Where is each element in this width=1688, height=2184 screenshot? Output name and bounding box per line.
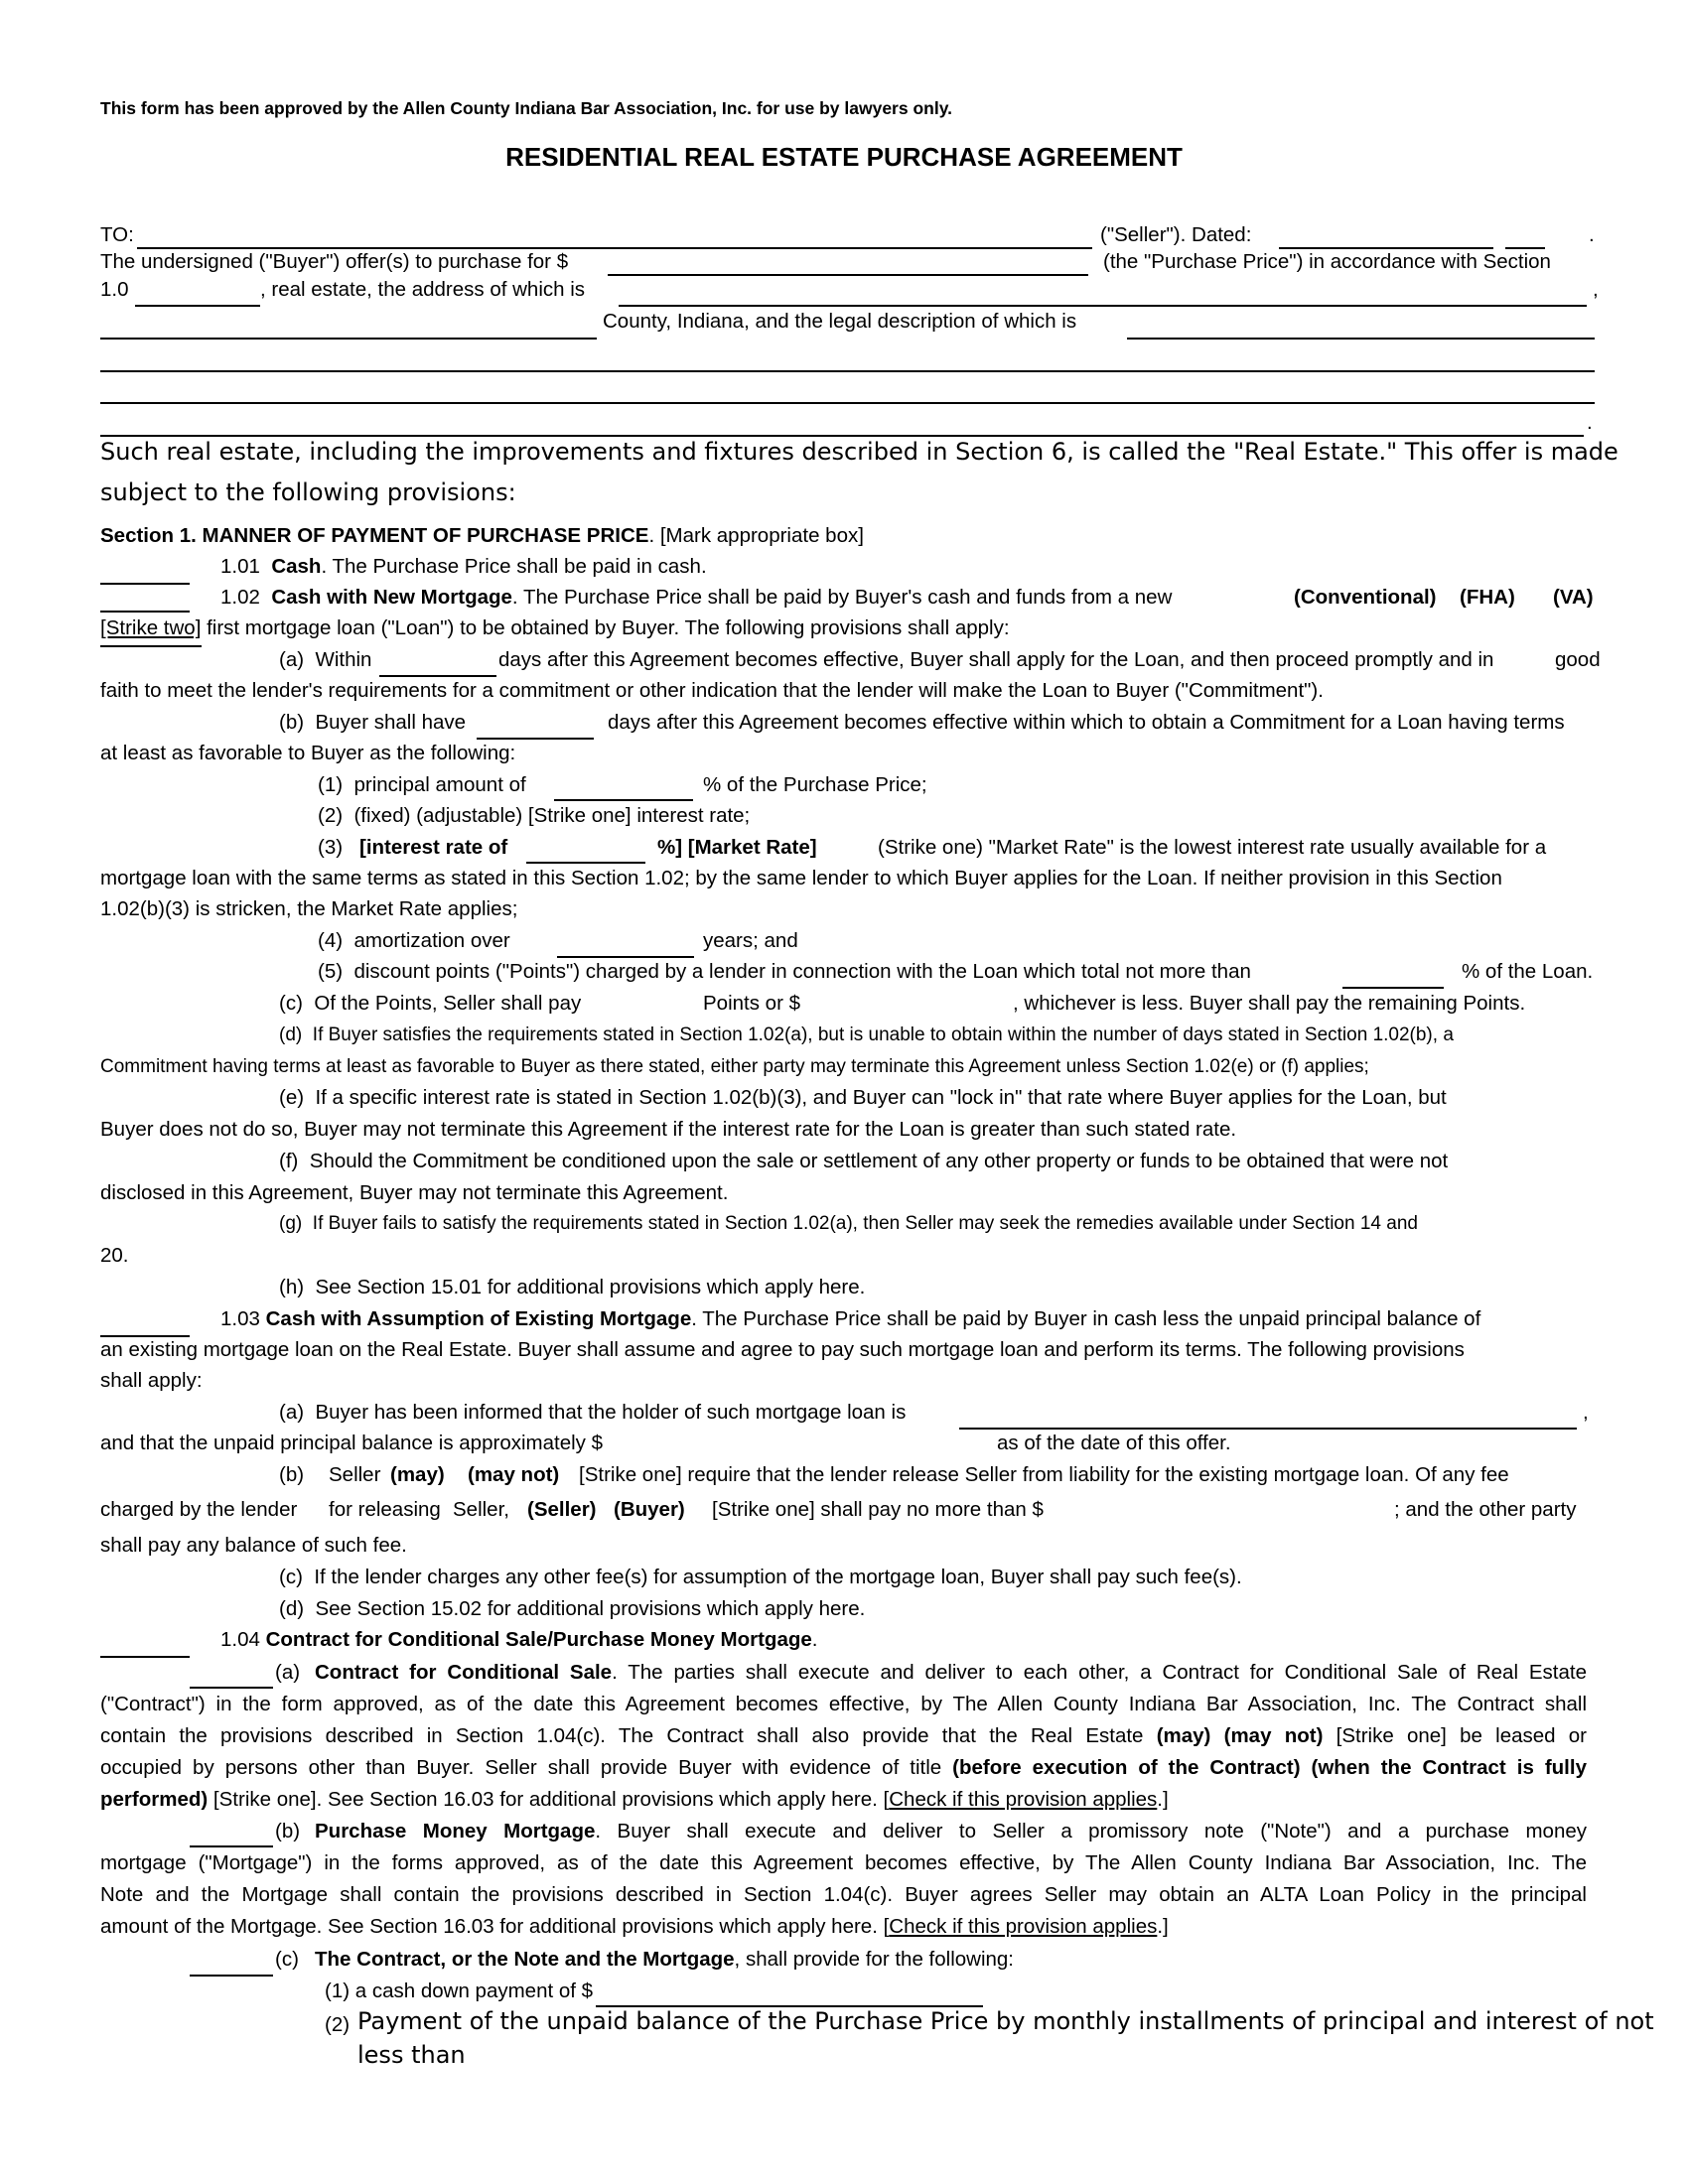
s104a-line3: contain the provisions described in Section 1.04(c). The Contract shall also provide that the Real Estate (may) (may not) [Strike one] be leased or <box>100 1724 1588 1747</box>
c2-num: (2) <box>325 2013 351 2036</box>
legal-period: . <box>1587 411 1593 434</box>
market-rate-label: %] [Market Rate] <box>657 836 817 859</box>
interest-rate-label: [interest rate of <box>359 836 508 859</box>
section1-heading: Section 1. MANNER OF PAYMENT OF PURCHASE PRICE. [Mark appropriate box] <box>100 524 864 547</box>
s102g-line1: (g) If Buyer fails to satisfy the requirements stated in Section 1.02(a), then Seller may seek the remedies available under Section 14 and <box>279 1213 1418 1234</box>
s104b-check-link[interactable]: Check if this provision applies <box>889 1915 1158 1938</box>
county-blank[interactable] <box>100 338 597 340</box>
s102e-line2: Buyer does not do so, Buyer may not terminate this Agreement if the interest rate for the Loan is greater than such stated rate. <box>100 1118 1237 1141</box>
s102b-text1: days after this Agreement becomes effective within which to obtain a Commitment for a Loan having terms <box>608 711 1565 734</box>
s102b5-line: (5) discount points ("Points") charged by a lender in connection with the Loan which total not more than <box>318 960 1251 983</box>
s104b-checkbox-blank[interactable] <box>190 1845 273 1847</box>
s102b1-tail: % of the Purchase Price; <box>703 773 927 796</box>
s104c-line: The Contract, or the Note and the Mortgage, shall provide for the following: <box>315 1948 1015 1971</box>
interest-rate-blank[interactable] <box>526 862 645 864</box>
s102g-line2: 20. <box>100 1244 129 1267</box>
s102-checkbox-blank[interactable] <box>100 611 190 613</box>
s104c-label: (c) <box>275 1948 299 1971</box>
s102b3-label: (3) <box>318 836 344 859</box>
s102b-days-blank[interactable] <box>477 738 594 740</box>
s103d-line: (d) See Section 15.02 for additional provisions which apply here. <box>279 1597 866 1620</box>
option-conventional[interactable]: (Conventional) <box>1294 586 1437 609</box>
s102b4-line: (4) amortization over <box>318 929 510 952</box>
c2-line2: less than <box>357 2041 466 2069</box>
s102e-line1: (e) If a specific interest rate is stated in Section 1.02(b)(3), and Buyer can "lock in" that rate where Buyer applies for the Loan, but <box>279 1086 1447 1109</box>
address-comma: , <box>1593 278 1599 301</box>
purchase-price-ref: (the "Purchase Price") in accordance with Section <box>1103 250 1551 273</box>
option-va[interactable]: (VA) <box>1553 586 1594 609</box>
s103a-line1: (a) Buyer has been informed that the holder of such mortgage loan is <box>279 1401 907 1424</box>
s102b-text2: at least as favorable to Buyer as the following: <box>100 742 516 764</box>
to-label: TO: <box>100 223 134 246</box>
s104a-line4: occupied by persons other than Buyer. Seller shall provide Buyer with evidence of title (before execution of the Contract) (when the Contract is fully <box>100 1756 1587 1779</box>
legal-description-blank-2[interactable] <box>100 370 1595 372</box>
s102c-tail: , whichever is less. Buyer shall pay the remaining Points. <box>1013 992 1526 1015</box>
amortization-years-blank[interactable] <box>557 956 694 958</box>
to-period: . <box>1589 223 1595 246</box>
s103-line3: shall apply: <box>100 1369 203 1392</box>
s102d-line2: Commitment having terms at least as favorable to Buyer as there stated, either party may terminate this Agreement unless Section 1.02(e) or (f) applies; <box>100 1056 1369 1077</box>
real-estate-definition-1: Such real estate, including the improvements and fixtures described in Section 6, is called the "Real Estate." This offer is made <box>100 438 1618 466</box>
s103b-strike: [Strike one] shall pay no more than $ <box>712 1498 1044 1521</box>
s104-checkbox-blank[interactable] <box>100 1656 190 1658</box>
s104c-checkbox-blank[interactable] <box>190 1975 273 1977</box>
address-blank[interactable] <box>619 305 1587 307</box>
section-ref: 1.0 <box>100 278 129 301</box>
s102a-text2: faith to meet the lender's requirements for a commitment or other indication that the lender will make the Loan to Buyer ("Commitment"). <box>100 679 1324 702</box>
s104-line: 1.04 Contract for Conditional Sale/Purchase Money Mortgage. <box>220 1628 818 1651</box>
option-may-not[interactable]: (may not) <box>468 1463 560 1486</box>
s102f-line1: (f) Should the Commitment be conditioned upon the sale or settlement of any other property or funds to be obtained that were not <box>279 1150 1449 1172</box>
s104b-label: (b) <box>275 1820 301 1843</box>
seller-dated-label: ("Seller"). Dated: <box>1100 223 1252 246</box>
date-blank[interactable] <box>1279 247 1493 249</box>
s101-line: 1.01 Cash. The Purchase Price shall be paid in cash. <box>220 555 707 578</box>
s102b1-line: (1) principal amount of <box>318 773 526 796</box>
s104a-checkbox-blank[interactable] <box>190 1687 273 1689</box>
s103c-line: (c) If the lender charges any other fee(s) for assumption of the mortgage loan, Buyer shall pay such fee(s). <box>279 1566 1242 1588</box>
s104b-line1: Purchase Money Mortgage. Buyer shall execute and deliver to Seller a promissory note ("Note") and a purchase money <box>315 1820 1587 1843</box>
purchase-price-blank[interactable] <box>608 274 1088 276</box>
option-seller[interactable]: (Seller) <box>527 1498 597 1521</box>
s103-checkbox-blank[interactable] <box>100 1335 190 1337</box>
s104b-line3: Note and the Mortgage shall contain the provisions described in Section 1.04(c). Buyer agrees Seller may obtain an ALTA Loan Policy in the principal <box>100 1883 1587 1906</box>
s102-line2: [Strike two] first mortgage loan ("Loan") to be obtained by Buyer. The following provisions shall apply: <box>100 616 1010 639</box>
legal-description-blank-3[interactable] <box>100 402 1595 404</box>
mortgage-holder-blank[interactable] <box>959 1428 1577 1430</box>
s102b-line1: (b) Buyer shall have <box>279 711 467 734</box>
s102-line: 1.02 Cash with New Mortgage. The Purchase Price shall be paid by Buyer's cash and funds from a new <box>220 586 1173 609</box>
county-label: County, Indiana, and the legal description of which is <box>603 310 1077 333</box>
c2-line1: Payment of the unpaid balance of the Purchase Price by monthly installments of principal and interest of not <box>357 2007 1654 2035</box>
s102b4-tail: years; and <box>703 929 798 952</box>
principal-percent-blank[interactable] <box>554 799 693 801</box>
s103-line1: 1.03 Cash with Assumption of Existing Mortgage. The Purchase Price shall be paid by Buyer in cash less the unpaid principal balance of <box>220 1307 1481 1330</box>
s103-line2: an existing mortgage loan on the Real Estate. Buyer shall assume and agree to pay such mortgage loan and perform its terms. The following provisions <box>100 1338 1465 1361</box>
c1-line: (1) a cash down payment of $ <box>325 1979 594 2002</box>
s104a-line5: performed) [Strike one]. See Section 16.03 for additional provisions which apply here. [Check if this provision applies.] <box>100 1788 1169 1811</box>
s102c-line: (c) Of the Points, Seller shall pay <box>279 992 582 1015</box>
address-label: , real estate, the address of which is <box>260 278 586 301</box>
s102h-line: (h) See Section 15.01 for additional provisions which apply here. <box>279 1276 866 1298</box>
s102b3-text3: 1.02(b)(3) is stricken, the Market Rate applies; <box>100 897 518 920</box>
page-title: RESIDENTIAL REAL ESTATE PURCHASE AGREEMENT <box>505 142 1183 172</box>
s103b-other: ; and the other party <box>1394 1498 1577 1521</box>
s103b-charged: charged by the lender <box>100 1498 298 1521</box>
s104a-label: (a) <box>275 1661 301 1684</box>
s103b-line3: shall pay any balance of such fee. <box>100 1534 407 1557</box>
s104b-line2: mortgage ("Mortgage") in the forms approved, as of the date this Agreement becomes effective, by The Allen County Indiana Bar Association, Inc. The <box>100 1851 1587 1874</box>
s101-checkbox-blank[interactable] <box>100 583 190 585</box>
s104a-line2: ("Contract") in the form approved, as of the date this Agreement becomes effective, by The Allen County Indiana Bar Association, Inc. The Contract shall <box>100 1693 1587 1715</box>
buyer-offer-text: The undersigned ("Buyer") offer(s) to purchase for $ <box>100 250 569 273</box>
strike-two-underline <box>100 645 202 647</box>
s104a-line1: Contract for Conditional Sale. The parties shall execute and deliver to each other, a Contract for Conditional Sale of Real Estate <box>315 1661 1587 1684</box>
s103a-comma: , <box>1583 1401 1589 1424</box>
legal-description-blank-4[interactable] <box>100 435 1584 437</box>
s102f-line2: disclosed in this Agreement, Buyer may not terminate this Agreement. <box>100 1181 729 1204</box>
option-may[interactable]: (may) <box>390 1463 445 1486</box>
s104b-line4: amount of the Mortgage. See Section 16.03 for additional provisions which apply here. [Check if this provision applies.] <box>100 1915 1169 1938</box>
s102a-text1: days after this Agreement becomes effective, Buyer shall apply for the Loan, and then proceed promptly and in <box>498 648 1494 671</box>
option-buyer[interactable]: (Buyer) <box>614 1498 685 1521</box>
s102b5-tail: % of the Loan. <box>1462 960 1594 983</box>
s102a-line1: (a) Within <box>279 648 372 671</box>
s102c-points: Points or $ <box>703 992 800 1015</box>
s104a-check-link[interactable]: Check if this provision applies <box>889 1788 1158 1811</box>
s102b2-line: (2) (fixed) (adjustable) [Strike one] interest rate; <box>318 804 751 827</box>
s102d-line1: (d) If Buyer satisfies the requirements stated in Section 1.02(a), but is unable to obtain within the number of days stated in Section 1.02(b), a <box>279 1024 1454 1045</box>
s103b-label: (b) <box>279 1463 305 1486</box>
points-percent-blank[interactable] <box>1342 987 1444 989</box>
s103b-text1: [Strike one] require that the lender release Seller from liability for the existing mortgage loan. Of any fee <box>579 1463 1509 1486</box>
section-ref-blank[interactable] <box>135 305 260 307</box>
s103b-releasing: for releasing <box>329 1498 441 1521</box>
year-blank[interactable] <box>1505 247 1545 249</box>
s103a-tail: as of the date of this offer. <box>997 1432 1231 1454</box>
s102b3-text1: (Strike one) "Market Rate" is the lowest interest rate usually available for a <box>878 836 1547 859</box>
s103b-seller: Seller <box>329 1463 381 1486</box>
option-fha[interactable]: (FHA) <box>1460 586 1515 609</box>
s103b-seller2: Seller, <box>453 1498 509 1521</box>
legal-description-blank-1[interactable] <box>1127 338 1595 340</box>
s102a-good: good <box>1555 648 1601 671</box>
real-estate-definition-2: subject to the following provisions: <box>100 478 516 506</box>
s102a-days-blank[interactable] <box>379 675 496 677</box>
s103a-line2: and that the unpaid principal balance is approximately $ <box>100 1432 603 1454</box>
to-blank[interactable] <box>137 247 1092 249</box>
approval-note: This form has been approved by the Allen County Indiana Bar Association, Inc. for use by lawyers only. <box>100 98 953 118</box>
s102b3-text2: mortgage loan with the same terms as stated in this Section 1.02; by the same lender to which Buyer applies for the Loan. If neither provision in this Section <box>100 867 1502 889</box>
